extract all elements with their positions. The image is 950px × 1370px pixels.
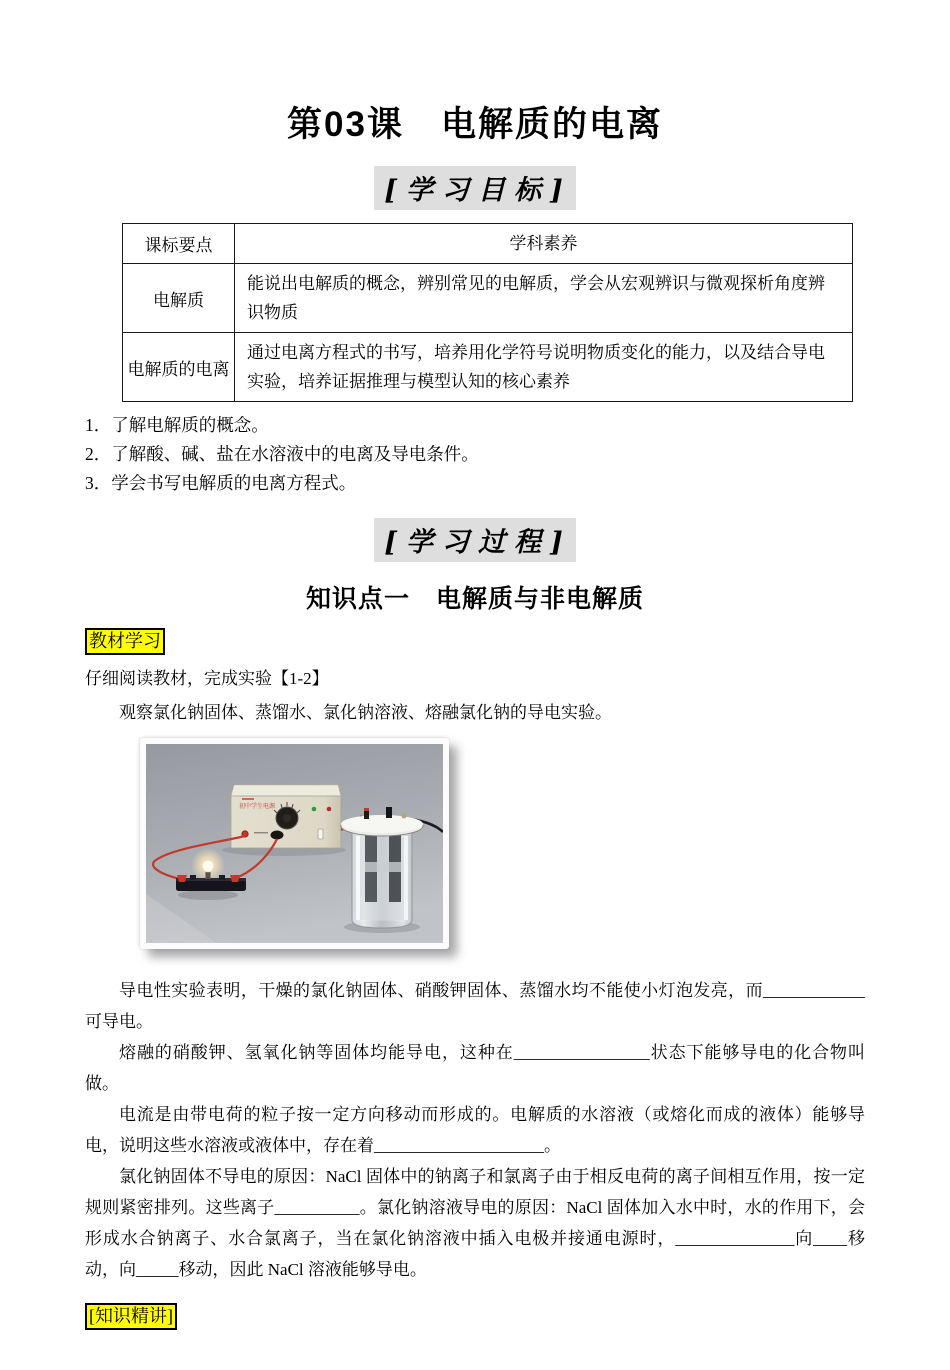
table-header-literacy: 学科素养 <box>235 224 853 264</box>
goal-item: 3．学会书写电解质的电离方程式。 <box>85 473 357 493</box>
table-cell-topic: 电解质的电离 <box>123 333 235 402</box>
paragraph-conductivity-result: 导电性实验表明，干燥的氯化钠固体、硝酸钾固体、蒸馏水均不能使小灯泡发亮，而____________可导电。 <box>85 981 865 1031</box>
goal-item: 2．了解酸、碱、盐在水溶液中的电离及导电条件。 <box>85 444 479 464</box>
objectives-table <box>122 223 853 402</box>
observe-instruction: 观察氯化钠固体、蒸馏水、氯化钠溶液、熔融氯化钠的导电实验。 <box>119 703 612 722</box>
knowledge-lecture-row <box>85 1290 865 1330</box>
bulb <box>202 860 214 872</box>
power-switch <box>318 829 323 839</box>
paragraph-molten-conductors: 熔融的硝酸钾、氢氧化钠等固体均能导电，这种在________________状态下能够导电的化合物叫做。 <box>85 1043 865 1093</box>
glass-highlight <box>404 836 408 920</box>
learning-process-header-text: [学习过程] <box>374 518 576 562</box>
conductivity-experiment-illustration <box>146 744 443 943</box>
read-instruction: 仔细阅读教材，完成实验【1-2】 <box>85 669 329 688</box>
goal-item: 1．了解电解质的概念。 <box>85 415 269 435</box>
worksheet-paragraphs <box>85 975 865 1285</box>
goal-list <box>85 411 865 498</box>
power-supply-top <box>231 785 341 796</box>
table-row <box>123 333 853 402</box>
dial-center <box>283 814 291 822</box>
material-study-tag: 教材学习 <box>85 628 165 655</box>
table-row <box>123 264 853 333</box>
lid-screw <box>402 814 407 819</box>
table-cell-literacy: 能说出电解质的概念，辨别常见的电解质，学会从宏观辨识与微观探析角度辨识物质 <box>235 264 853 333</box>
lid-terminal-left-cap <box>364 808 369 811</box>
panel-text-mark <box>254 832 268 833</box>
knowledge-point-heading: 知识点一 电解质与非电解质 <box>305 585 644 613</box>
paragraph-nacl-explanation: 氯化钠固体不导电的原因：NaCl 固体中的钠离子和氯离子由于相反电荷的离子间相互作用，按一定规则紧密排列。这些离子__________。氯化钠溶液导电的原因：NaCl 固体加入水中时，水的作用下，会形成水合钠离子、水合氯离子，当在氯化钠溶液中插入电极并接通电源时，______________向____移动，向_____移动，因此 NaCl 溶液能够导电。 <box>85 1167 865 1279</box>
learning-goal-header <box>85 166 865 210</box>
knowledge-lecture-tag: [知识精讲] <box>85 1303 177 1330</box>
power-supply <box>231 785 341 848</box>
learning-process-header <box>85 518 865 562</box>
power-supply-model-mark <box>242 798 254 800</box>
material-study-row <box>85 615 865 655</box>
experiment-photo <box>140 738 449 949</box>
glass-highlight <box>356 836 360 920</box>
table-cell-topic: 电解质 <box>123 264 235 333</box>
indicator-light-red <box>327 807 332 812</box>
lid-terminal-right <box>386 807 392 818</box>
power-supply-label: 初中学生电源 <box>239 804 276 810</box>
page-title: 第03课 电解质的电离 <box>287 105 663 144</box>
beaker-lid-top <box>341 815 423 833</box>
lid-terminal-left <box>364 810 369 819</box>
table-header-topic: 课标要点 <box>123 224 235 264</box>
selector-knob <box>271 831 284 840</box>
bulb-contact <box>190 875 196 880</box>
electrode-reflection-band <box>365 862 401 872</box>
table-header-row <box>123 224 853 264</box>
beaker-assembly <box>341 807 423 928</box>
bulb-base-shadow <box>178 890 238 900</box>
bulb-contact <box>219 875 225 880</box>
paragraph-current-explanation: 电流是由带电荷的粒子按一定方向移动而形成的。电解质的水溶液（或熔化而成的液体）能够导电，说明这些水溶液或液体中，存在着____________________。 <box>85 1105 865 1155</box>
bulb-socket <box>206 872 211 879</box>
table-cell-literacy: 通过电离方程式的书写，培养用化学符号说明物质变化的能力，以及结合导电实验，培养证据推理与模型认知的核心素养 <box>235 333 853 402</box>
learning-goal-header-text: [学习目标] <box>374 166 576 210</box>
indicator-light-green <box>312 807 317 812</box>
